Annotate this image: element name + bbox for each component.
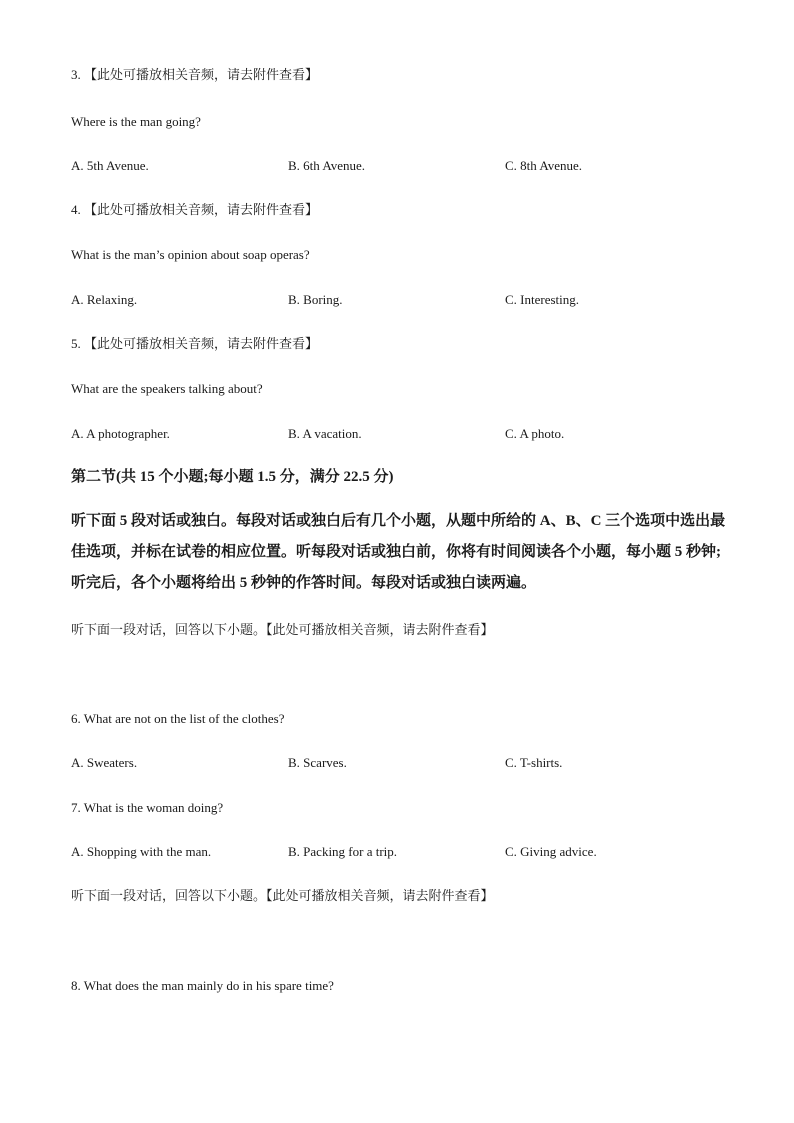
q7-option-a[interactable]: A. Shopping with the man. (71, 844, 212, 859)
q5-option-b[interactable]: B. A vacation. (288, 426, 362, 441)
q3-question: Where is the man going? (71, 114, 201, 129)
q3-option-b[interactable]: B. 6th Avenue. (288, 158, 366, 173)
q5-option-a[interactable]: A. A photographer. (71, 426, 170, 441)
q5-option-c[interactable]: C. A photo. (505, 426, 565, 441)
q3-option-a[interactable]: A. 5th Avenue. (71, 158, 149, 173)
q7-option-c[interactable]: C. Giving advice. (505, 844, 597, 859)
q6-option-a[interactable]: A. Sweaters. (71, 755, 138, 770)
q6-question: 6. What are not on the list of the clothes? (71, 711, 285, 726)
q4-option-b[interactable]: B. Boring. (288, 292, 343, 307)
dialog2-audio-prompt[interactable]: 听下面一段对话，回答以下小题。【此处可播放相关音频，请去附件查看】 (71, 888, 494, 903)
q7-option-b[interactable]: B. Packing for a trip. (288, 844, 398, 859)
q3-option-c[interactable]: C. 8th Avenue. (505, 158, 583, 173)
q3-audio-prompt[interactable]: 3. 【此处可播放相关音频，请去附件查看】 (71, 67, 319, 82)
dialog1-audio-prompt[interactable]: 听下面一段对话，回答以下小题。【此处可播放相关音频，请去附件查看】 (71, 622, 494, 637)
q6-option-c[interactable]: C. T-shirts. (505, 755, 563, 770)
q4-option-a[interactable]: A. Relaxing. (71, 292, 138, 307)
q6-option-b[interactable]: B. Scarves. (288, 755, 347, 770)
section2-instructions: 听下面 5 段对话或独白。每段对话或独白后有几个小题，从题中所给的 A、B、C 三个选项中选出最佳选项，并标在试卷的相应位置。听每段对话或独白前，你将有时间阅读各个小题，每小题 5 秒钟;听完后，各个小题将给出 5 秒钟的作答时间。每段对话或独白读两遍。 (71, 513, 726, 591)
q4-option-c[interactable]: C. Interesting. (505, 292, 580, 307)
q4-question: What is the man’s opinion about soap operas? (71, 247, 310, 262)
section2-heading: 第二节(共 15 个小题;每小题 1.5 分，满分 22.5 分) (71, 469, 394, 485)
q7-question: 7. What is the woman doing? (71, 800, 224, 815)
q8-question: 8. What does the man mainly do in his spare time? (71, 978, 334, 993)
q5-question: What are the speakers talking about? (71, 381, 263, 396)
q5-audio-prompt[interactable]: 5. 【此处可播放相关音频，请去附件查看】 (71, 336, 319, 351)
q4-audio-prompt[interactable]: 4. 【此处可播放相关音频，请去附件查看】 (71, 202, 319, 217)
